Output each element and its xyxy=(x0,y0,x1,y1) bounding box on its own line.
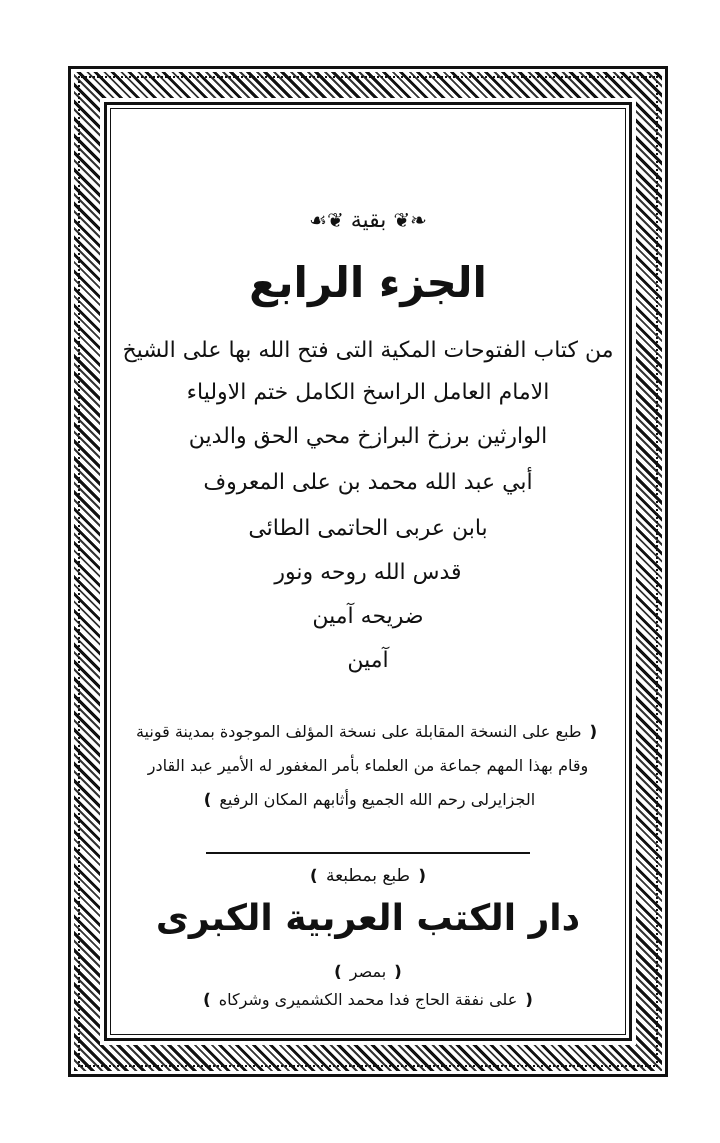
subtitle-line: أبي عبد الله محمد بن على المعروف xyxy=(203,470,533,495)
fleuron-ornament-icon: ❦☙ xyxy=(309,208,344,232)
printed-at-line xyxy=(120,866,616,886)
divider-rule xyxy=(206,852,530,854)
subtitle-line: قدس الله روحه ونور xyxy=(274,560,462,585)
subtitle-line: بابن عربى الحاتمى الطائى xyxy=(248,516,488,541)
title-prefix-line xyxy=(120,208,616,233)
publication-note-line: وقام بهذا المهم جماعة من العلماء بأمر المغفور له الأمير عبد القادر xyxy=(147,756,589,775)
bracket-ornament-icon: ❫ xyxy=(200,790,215,809)
bracket-ornament-icon: ❪ xyxy=(415,866,429,885)
press-name: دار الكتب العربية الكبرى xyxy=(155,898,581,939)
funding-line xyxy=(120,990,616,1009)
bracket-ornament-icon: ❫ xyxy=(200,990,214,1009)
publication-note-text: طبع على النسخة المقابلة على نسخة المؤلف الموجودة بمدينة قونية xyxy=(135,722,582,741)
printed-at-text: طبع بمطبعة xyxy=(325,866,411,886)
city-line xyxy=(120,962,616,981)
subtitle-line: الامام العامل الراسخ الكامل ختم الاولياء xyxy=(186,380,550,405)
subtitle-line: آمين xyxy=(347,648,389,673)
subtitle-line: من كتاب الفتوحات المكية التى فتح الله بها على الشيخ xyxy=(122,338,614,363)
title-prefix: بقية xyxy=(350,208,387,233)
bracket-ornament-icon: ❫ xyxy=(331,962,345,981)
subtitle-line: الوارثين برزخ البرازخ محي الحق والدين xyxy=(188,424,548,449)
city-text: بمصر xyxy=(349,962,387,981)
fleuron-ornament-icon: ❧❦ xyxy=(393,208,427,232)
main-title: الجزء الرابع xyxy=(249,258,487,307)
subtitle-line: ضريحه آمين xyxy=(312,604,424,629)
bracket-ornament-icon: ❫ xyxy=(307,866,321,885)
publication-note-line xyxy=(120,722,616,741)
publication-note-line xyxy=(120,790,616,809)
bracket-ornament-icon: ❪ xyxy=(522,990,536,1009)
funding-text: على نفقة الحاج فدا محمد الكشميرى وشركاه xyxy=(218,990,518,1009)
bracket-ornament-icon: ❪ xyxy=(391,962,405,981)
bracket-ornament-icon: ❪ xyxy=(586,722,601,741)
publication-note-text: الجزايرلى رحم الله الجميع وأثابهم المكان الرفيع xyxy=(219,790,536,809)
